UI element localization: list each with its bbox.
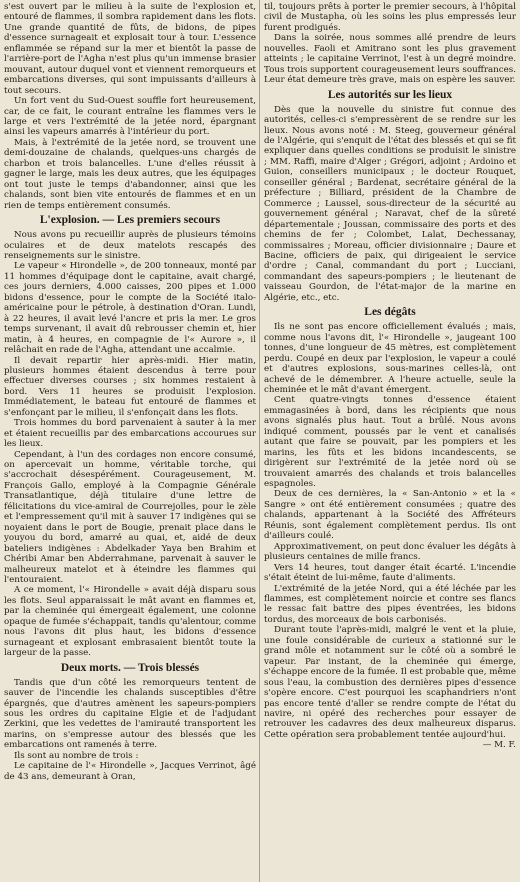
paragraph: Ils ne sont pas encore officiellement évalués ; mais, comme nous l'avons dit, l'« Hirondelle », jaugeant 100 tonnes, d'une longueur de 45 mètres, est complètement perdu. Coupé en deux par l'explosion, le vapeur a coulé et d'autres explosions, sous-marines celles-là, ont achevé de le démembrer. A l'heure actuelle, seule la cheminée et le mât d'avant émergent. <box>264 322 516 395</box>
paragraph: Durant toute l'après-midi, malgré le vent et la pluie, une foule considérable de curieux a stationné sur le grand môle et notamment sur le côté où a sombré le vapeur. Par instant, de la cheminée qui émerge, s'échappe encore de la fumée. Il est probable que, même sous l'eau, la combustion des dernières pipes d'essence s'opère encore. C'est pourquoi les scaphandriers n'ont pas encore tenté d'aller se rendre compte de l'état du navire, ni opéré des recherches pour essayer de retrouver les cadavres des deux malheureux disparus. Cette opération sera probablement tentée aujourd'hui. <box>264 625 516 740</box>
paragraph: Cent quatre-vingts tonnes d'essence étaient emmagasinées à bord, dans les récipients que nous avons signalés plus haut. Tout a brûlé. Nous avons indiqué comment, poussés par le vent et canalisés autant que faire se pouvait, par les pompiers et les marins, les fûts et les bidons incandescents, se dirigèrent sur l'extrémité de la jetée nord où se trouvaient amarrés des chalands et trois balancelles espagnoles. <box>264 395 516 490</box>
paragraph: Ils sont au nombre de trois : <box>14 750 139 761</box>
paragraph: Deux de ces dernières, la « San-Antonio » et la « Sangre » ont été entièrement consumées ; quatre des chalands, appartenant à la Société des Affréteurs Réunis, sont également complètement perdus. Ils ont d'ailleurs coulé. <box>264 489 516 542</box>
paragraph: Dès que la nouvelle du sinistre fut connue des autorités, celles-ci s'empressèrent de se rendre sur les lieux. Nous avons noté : M. Steeg, gouverneur général de l'Algérie, qui s'enquit de l'état des blessés et qui se fit expliquer dans quelles conditions se produisit le sinistre ; MM. Raffi, maire d'Alger ; Grégori, adjoint ; Ardoino et Guion, conseillers municipaux ; le docteur Rouquet, conseiller général ; Bardenat, secrétaire général de la préfecture ; Billiard, président de la Chambre de Commerce ; Laussel, sous-directeur de la sécurité au gouvernement général ; Naravat, chef de la sûreté départementale ; Joussan, commissaire des ports et des chemins de fer ; Colombet, Lalat, Dechessanay, commissaires ; Moreau, officier divisionnaire ; Daure et Bacine, officiers de paix, qui dirigeaient le service d'ordre ; Canal, commandant du port ; Lucciani, commandant des sapeurs-pompiers ; le lieutenant de vaisseau Gourdon, de l'état-major de la marine en Algérie, etc., etc. <box>264 104 516 303</box>
paragraph: Mais, à l'extrémité de la jetée nord, se trouvent une demi-douzaine de chalands, quelques-uns chargés de charbon et trois balancelles. L'une d'elles réussit à gagner le large, mais les deux autres, que les équipages ont tout juste le temps d'abandonner, ainsi que les chalands, sont bien vite entourés de flammes et en un rien de temps entièrement consumés. <box>4 137 256 211</box>
section-heading-explosion: L'explosion. — Les premiers secours <box>39 214 221 227</box>
paragraph: Trois hommes du bord parvenaient à sauter à la mer et étaient recueillis par des embarcations accourues sur les lieux. <box>4 418 256 450</box>
column-divider <box>259 0 260 882</box>
right-column <box>264 2 516 882</box>
paragraph: Il devait repartir hier après-midi. Hier matin, plusieurs hommes étaient descendus à terre pour effectuer diverses courses ; six hommes restaient à bord. Vers 11 heures se produisit l'explosion. Immédiatement, le bateau fut entouré de flammes et s'enfonçant par le milieu, il s'enfonçait dans les flots. <box>4 355 256 418</box>
section-heading-autorites: Les autorités sur les lieux <box>327 88 453 101</box>
paragraph: L'extrémité de la jetée Nord, qui a été léchée par les flammes, est complètement noircie et contre ses flancs le ressac fait battre des pipes éventrées, les bidons tordus, des morceaux de bois carbonisés. <box>264 583 516 625</box>
paragraph: Approximativement, on peut donc évaluer les dégâts à plusieurs centaines de mille francs. <box>264 541 516 563</box>
paragraph: Le capitaine de l'« Hirondelle », Jacques Verrinot, âgé de 43 ans, demeurant à Oran, <box>4 761 256 782</box>
paragraph: s'est ouvert par le milieu à la suite de l'explosion et, entouré de flammes, il sombra rapidement dans les flots. Une grande quantité de fûts, de bidons, de pipes d'essence surnageait et explosait tour à tour. L'essence enflammée se répand sur la mer et bientôt la passe de l'arrière-port de l'Agha n'est plus qu'un immense brasier mouvant, autour duquel vont et viennent remorqueurs et embarcations diverses, qui sont impuissants d'ailleurs à tout secours. <box>4 2 256 96</box>
paragraph: Dans la soirée, nous sommes allé prendre de leurs nouvelles. Faoli et Amitrano sont les plus gravement atteints ; le capitaine Verrinot, l'est à un degré moindre. Tous trois supportent courageusement leurs souffrances. Leur état demeure très grave, mais on espère les sauver. <box>264 33 516 86</box>
paragraph: Vers 14 heures, tout danger était écarté. L'incendie s'était éteint de lui-même, faute d'aliments. <box>264 562 516 584</box>
paragraph: A ce moment, l'« Hirondelle » avait déjà disparu sous les flots. Seul apparaissait le mât avant en flammes et, par la cheminée qui émergeait également, une colonne opaque de fumée s'échappait, tandis qu'alentour, comme nous l'avons dit plus haut, les bidons d'essence surnageant et explosant embrasaient bientôt toute la largeur de la passe. <box>4 585 256 659</box>
paragraph: Tandis que d'un côté les remorqueurs tentent de sauver de l'incendie les chalands susceptibles d'être épargnés, que d'autres amènent les sapeurs-pompiers sous les ordres du capitaine Elgie et de l'adjudant Zerkini, que les vedettes de l'amirauté transportent les marins, on s'empresse autour des blessés que les embarcations ont ramenés à terre. <box>4 677 256 751</box>
section-heading-morts: Deux morts. — Trois blessés <box>60 661 200 674</box>
paragraph: Nous avons pu recueillir auprès de plusieurs témoins oculaires et de deux matelots rescapés des renseignements sur le sinistre. <box>4 230 256 261</box>
section-heading-degats: Les dégâts <box>364 306 416 319</box>
left-column <box>4 2 256 882</box>
paragraph: til, toujours prêts à porter le premier secours, à l'hôpital civil de Mustapha, où les soins les plus empressés leur furent prodigués. <box>264 2 516 33</box>
paragraph: Le vapeur « Hirondelle », de 200 tonneaux, monté par 11 hommes d'équipage dont le capitaine, avait chargé, ces jours derniers, 4.000 caisses, 200 pipes et 1.000 bidons d'essence, pour le compte de la Société italo-américaine pour le pétrole, à destination d'Oran. Lundi, à 22 heures, il avait levé l'ancre et pris la mer. Le gros temps survenant, il avait dû rebrousser chemin et, hier matin, à 4 heures, en compagnie de l'« Aurore », il relâchait en rade de l'Agha, attendant une accalmie. <box>4 261 256 356</box>
paragraph: Cependant, à l'un des cordages non encore consumé, on apercevait un homme, véritable torche, qui s'accrochait désespérément. Courageusement, M. François Gallo, employé à la Compagnie Générale Transatlantique, déjà titulaire d'une lettre de félicitations du vice-amiral de Courrejolles, pour le zèle et l'empressement qu'il mit à sauver 17 indigènes qui se noyaient dans le port de Bougie, prenait place dans le youyou du bord, amarré au quai, et, aidé de deux bateliers indigènes : Abdelkader Yaya ben Brahim et Chéribi Amar ben Abderrahmane, parvenait à sauver le malheureux matelot et à éteindre les flammes qui l'entouraient. <box>4 449 256 586</box>
paragraph: Un fort vent du Sud-Ouest souffle fort heureusement, car, de ce fait, le courant entraîne les flammes vers le large et vers l'extrémité de la jetée nord, épargnant ainsi les vapeurs amarrés à l'intérieur du port. <box>4 96 256 138</box>
author-signature: — M. F. <box>482 740 516 751</box>
